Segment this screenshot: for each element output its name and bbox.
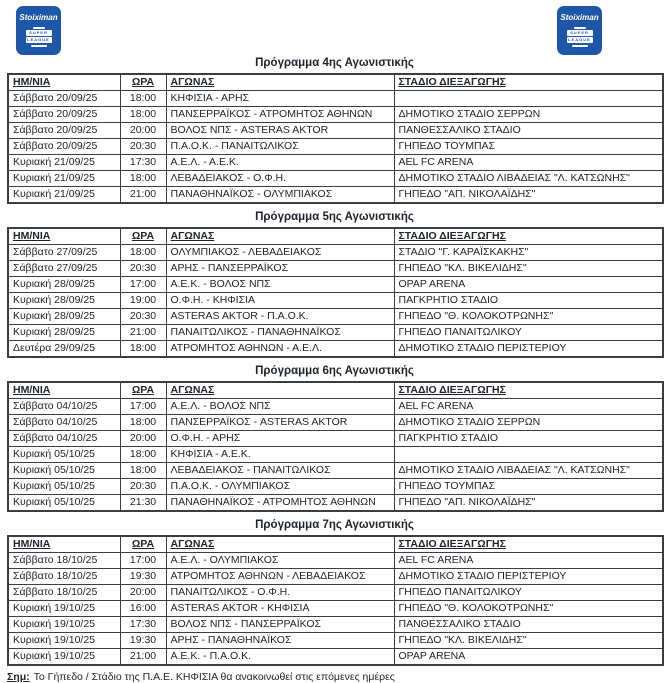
cell-time: 21:00 xyxy=(120,649,166,666)
cell-date: Κυριακή 21/09/25 xyxy=(8,187,120,204)
matchday-title: Πρόγραμμα 7ης Αγωνιστικής xyxy=(255,519,414,531)
cell-match: Α.Ε.Λ. - ΒΟΛΟΣ ΝΠΣ xyxy=(166,399,394,415)
fixtures-table xyxy=(7,73,664,204)
emblem-super-bar: SUPER xyxy=(567,30,593,36)
fixture-row xyxy=(8,585,663,601)
cell-match: ΠΑΝΣΕΡΡΑΪΚΟΣ - ASTERAS AKTOR xyxy=(166,415,394,431)
cell-venue: ΓΗΠΕΔΟ ΠΑΝΑΙΤΩΛΙΚΟΥ xyxy=(394,585,663,601)
cell-match: Α.Ε.Κ. - ΒΟΛΟΣ ΝΠΣ xyxy=(166,277,394,293)
fixture-row xyxy=(8,91,663,107)
cell-venue: ΠΑΝΘΕΣΣΑΛΙΚΟ ΣΤΑΔΙΟ xyxy=(394,123,663,139)
cell-match: Α.Ε.Λ. - ΟΛΥΜΠΙΑΚΟΣ xyxy=(166,553,394,569)
cell-venue: ΠΑΝΘΕΣΣΑΛΙΚΟ ΣΤΑΔΙΟ xyxy=(394,617,663,633)
emblem-base xyxy=(572,45,588,47)
fixture-row xyxy=(8,649,663,666)
column-header-date: ΗΜ/ΝΙΑ xyxy=(8,382,120,399)
cell-venue: ΔΗΜΟΤΙΚΟ ΣΤΑΔΙΟ ΠΕΡΙΣΤΕΡΙΟΥ xyxy=(394,569,663,585)
fixture-row xyxy=(8,293,663,309)
column-header-match: ΑΓΩΝΑΣ xyxy=(166,74,394,91)
column-header-time: ΩΡΑ xyxy=(120,74,166,91)
cell-venue: ΓΗΠΕΔΟ "Θ. ΚΟΛΟΚΟΤΡΩΝΗΣ" xyxy=(394,309,663,325)
cell-match: ΚΗΦΙΣΙΑ - ΑΡΗΣ xyxy=(166,91,394,107)
matchday-title: Πρόγραμμα 4ης Αγωνιστικής xyxy=(255,57,414,69)
cell-date: Κυριακή 05/10/25 xyxy=(8,495,120,512)
cell-date: Σάββατο 20/09/25 xyxy=(8,123,120,139)
cell-match: ΑΡΗΣ - ΠΑΝΑΘΗΝΑΪΚΟΣ xyxy=(166,633,394,649)
cell-time: 17:00 xyxy=(120,553,166,569)
cell-venue: ΔΗΜΟΤΙΚΟ ΣΤΑΔΙΟ ΣΕΡΡΩΝ xyxy=(394,415,663,431)
cell-venue: ΔΗΜΟΤΙΚΟ ΣΤΑΔΙΟ ΣΕΡΡΩΝ xyxy=(394,107,663,123)
fixture-row xyxy=(8,447,663,463)
footnote-label: Σημ: xyxy=(7,671,30,683)
fixture-row xyxy=(8,171,663,187)
cell-match: ΛΕΒΑΔΕΙΑΚΟΣ - ΠΑΝΑΙΤΩΛΙΚΟΣ xyxy=(166,463,394,479)
cell-match: ΑΡΗΣ - ΠΑΝΣΕΡΡΑΪΚΟΣ xyxy=(166,261,394,277)
cell-match: Ο.Φ.Η. - ΚΗΦΙΣΙΑ xyxy=(166,293,394,309)
cell-venue: ΠΑΓΚΡΗΤΙΟ ΣΤΑΔΙΟ xyxy=(394,293,663,309)
fixture-row xyxy=(8,601,663,617)
cell-time: 17:30 xyxy=(120,617,166,633)
cell-time: 18:00 xyxy=(120,341,166,358)
cell-venue: AEL FC ARENA xyxy=(394,553,663,569)
fixtures-table xyxy=(7,227,664,358)
matchday-section xyxy=(0,365,669,512)
cell-match: ASTERAS AKTOR - Π.Α.Ο.Κ. xyxy=(166,309,394,325)
fixture-row xyxy=(8,107,663,123)
header-row xyxy=(8,382,663,399)
fixture-row xyxy=(8,633,663,649)
header-row xyxy=(8,228,663,245)
cell-date: Κυριακή 21/09/25 xyxy=(8,171,120,187)
cell-match: ΛΕΒΑΔΕΙΑΚΟΣ - Ο.Φ.Η. xyxy=(166,171,394,187)
column-header-time: ΩΡΑ xyxy=(120,536,166,553)
cell-venue: OPAP ARENA xyxy=(394,649,663,666)
fixture-row xyxy=(8,245,663,261)
cell-venue: ΓΗΠΕΔΟ ΠΑΝΑΙΤΩΛΙΚΟΥ xyxy=(394,325,663,341)
cell-venue: ΣΤΑΔΙΟ "Γ. ΚΑΡΑΪΣΚΑΚΗΣ" xyxy=(394,245,663,261)
matchday-section xyxy=(0,211,669,358)
cell-match: Π.Α.Ο.Κ. - ΠΑΝΑΙΤΩΛΙΚΟΣ xyxy=(166,139,394,155)
cell-time: 20:30 xyxy=(120,139,166,155)
cell-date: Σάββατο 18/10/25 xyxy=(8,585,120,601)
cell-venue: AEL FC ARENA xyxy=(394,399,663,415)
fixture-row xyxy=(8,479,663,495)
cell-match: ΒΟΛΟΣ ΝΠΣ - ΠΑΝΣΕΡΡΑΪΚΟΣ xyxy=(166,617,394,633)
column-header-match: ΑΓΩΝΑΣ xyxy=(166,536,394,553)
cell-time: 20:30 xyxy=(120,261,166,277)
fixture-row xyxy=(8,187,663,204)
column-header-time: ΩΡΑ xyxy=(120,382,166,399)
stoiximan-wordmark: Stoiximan xyxy=(560,13,599,22)
cell-time: 19:00 xyxy=(120,293,166,309)
header-row xyxy=(8,536,663,553)
column-header-venue: ΣΤΑΔΙΟ ΔΙΕΞΑΓΩΓΗΣ xyxy=(394,382,663,399)
cell-time: 18:00 xyxy=(120,107,166,123)
cell-date: Σάββατο 18/10/25 xyxy=(8,569,120,585)
cell-venue: OPAP ARENA xyxy=(394,277,663,293)
fixture-row xyxy=(8,123,663,139)
cell-match: ΚΗΦΙΣΙΑ - Α.Ε.Κ. xyxy=(166,447,394,463)
emblem-super-bar: SUPER xyxy=(26,30,52,36)
fixtures-table xyxy=(7,381,664,512)
super-league-emblem xyxy=(26,27,52,47)
cell-time: 20:30 xyxy=(120,479,166,495)
cell-date: Σάββατο 04/10/25 xyxy=(8,415,120,431)
cell-time: 21:30 xyxy=(120,495,166,512)
fixture-row xyxy=(8,495,663,512)
cell-time: 20:00 xyxy=(120,585,166,601)
matchday-section xyxy=(0,519,669,666)
cell-time: 18:00 xyxy=(120,415,166,431)
cell-match: ΠΑΝΑΘΗΝΑΪΚΟΣ - ΑΤΡΟΜΗΤΟΣ ΑΘΗΝΩΝ xyxy=(166,495,394,512)
cell-venue: ΔΗΜΟΤΙΚΟ ΣΤΑΔΙΟ ΠΕΡΙΣΤΕΡΙΟΥ xyxy=(394,341,663,358)
cell-venue xyxy=(394,91,663,107)
cell-venue: ΔΗΜΟΤΙΚΟ ΣΤΑΔΙΟ ΛΙΒΑΔΕΙΑΣ "Λ. ΚΑΤΣΩΝΗΣ" xyxy=(394,171,663,187)
cell-date: Σάββατο 20/09/25 xyxy=(8,91,120,107)
emblem-cap xyxy=(574,27,586,29)
column-header-date: ΗΜ/ΝΙΑ xyxy=(8,536,120,553)
cell-date: Κυριακή 19/10/25 xyxy=(8,601,120,617)
cell-time: 19:30 xyxy=(120,633,166,649)
cell-match: ΠΑΝΣΕΡΡΑΪΚΟΣ - ΑΤΡΟΜΗΤΟΣ ΑΘΗΝΩΝ xyxy=(166,107,394,123)
cell-venue: ΓΗΠΕΔΟ "ΑΠ. ΝΙΚΟΛΑΪΔΗΣ" xyxy=(394,187,663,204)
matchday-title: Πρόγραμμα 6ης Αγωνιστικής xyxy=(255,365,414,377)
emblem-base xyxy=(31,45,47,47)
cell-date: Κυριακή 28/09/25 xyxy=(8,277,120,293)
column-header-match: ΑΓΩΝΑΣ xyxy=(166,382,394,399)
stoiximan-wordmark: Stoiximan xyxy=(19,13,58,22)
fixture-row xyxy=(8,415,663,431)
cell-date: Κυριακή 05/10/25 xyxy=(8,463,120,479)
fixture-row xyxy=(8,569,663,585)
cell-time: 21:00 xyxy=(120,187,166,204)
cell-venue: ΓΗΠΕΔΟ "ΚΛ. ΒΙΚΕΛΙΔΗΣ" xyxy=(394,261,663,277)
column-header-date: ΗΜ/ΝΙΑ xyxy=(8,74,120,91)
matchday-title: Πρόγραμμα 5ης Αγωνιστικής xyxy=(255,211,414,223)
cell-date: Σάββατο 20/09/25 xyxy=(8,139,120,155)
column-header-venue: ΣΤΑΔΙΟ ΔΙΕΞΑΓΩΓΗΣ xyxy=(394,536,663,553)
cell-date: Κυριακή 19/10/25 xyxy=(8,633,120,649)
cell-match: Π.Α.Ο.Κ. - ΟΛΥΜΠΙΑΚΟΣ xyxy=(166,479,394,495)
cell-date: Κυριακή 28/09/25 xyxy=(8,325,120,341)
fixture-row xyxy=(8,431,663,447)
cell-venue: ΓΗΠΕΔΟ ΤΟΥΜΠΑΣ xyxy=(394,139,663,155)
cell-time: 20:00 xyxy=(120,431,166,447)
cell-time: 16:00 xyxy=(120,601,166,617)
super-league-emblem xyxy=(567,27,593,47)
fixture-row xyxy=(8,277,663,293)
cell-venue: ΔΗΜΟΤΙΚΟ ΣΤΑΔΙΟ ΛΙΒΑΔΕΙΑΣ "Λ. ΚΑΤΣΩΝΗΣ" xyxy=(394,463,663,479)
emblem-cap xyxy=(33,27,45,29)
cell-date: Κυριακή 05/10/25 xyxy=(8,447,120,463)
fixture-row xyxy=(8,325,663,341)
cell-date: Κυριακή 28/09/25 xyxy=(8,293,120,309)
cell-match: ΠΑΝΑΙΤΩΛΙΚΟΣ - ΠΑΝΑΘΗΝΑΪΚΟΣ xyxy=(166,325,394,341)
fixture-row xyxy=(8,341,663,358)
cell-venue: AEL FC ARENA xyxy=(394,155,663,171)
cell-match: ΑΤΡΟΜΗΤΟΣ ΑΘΗΝΩΝ - ΛΕΒΑΔΕΙΑΚΟΣ xyxy=(166,569,394,585)
matchday-section xyxy=(0,57,669,204)
column-header-venue: ΣΤΑΔΙΟ ΔΙΕΞΑΓΩΓΗΣ xyxy=(394,74,663,91)
cell-time: 18:00 xyxy=(120,245,166,261)
cell-match: ΠΑΝΑΙΤΩΛΙΚΟΣ - Ο.Φ.Η. xyxy=(166,585,394,601)
cell-time: 17:00 xyxy=(120,277,166,293)
cell-date: Κυριακή 19/10/25 xyxy=(8,617,120,633)
fixture-row xyxy=(8,463,663,479)
cell-time: 19:30 xyxy=(120,569,166,585)
column-header-time: ΩΡΑ xyxy=(120,228,166,245)
cell-match: Α.Ε.Λ. - Α.Ε.Κ. xyxy=(166,155,394,171)
cell-time: 18:00 xyxy=(120,463,166,479)
cell-match: ΠΑΝΑΘΗΝΑΪΚΟΣ - ΟΛΥΜΠΙΑΚΟΣ xyxy=(166,187,394,204)
cell-time: 18:00 xyxy=(120,91,166,107)
cell-time: 21:00 xyxy=(120,325,166,341)
cell-match: Ο.Φ.Η. - ΑΡΗΣ xyxy=(166,431,394,447)
cell-venue: ΓΗΠΕΔΟ "ΚΛ. ΒΙΚΕΛΙΔΗΣ" xyxy=(394,633,663,649)
cell-venue: ΓΗΠΕΔΟ "Θ. ΚΟΛΟΚΟΤΡΩΝΗΣ" xyxy=(394,601,663,617)
cell-time: 17:30 xyxy=(120,155,166,171)
cell-date: Σάββατο 04/10/25 xyxy=(8,399,120,415)
stoiximan-logo-right xyxy=(557,6,602,55)
stoiximan-logo-left xyxy=(16,6,61,55)
cell-venue xyxy=(394,447,663,463)
cell-date: Κυριακή 05/10/25 xyxy=(8,479,120,495)
cell-date: Σάββατο 27/09/25 xyxy=(8,245,120,261)
cell-date: Σάββατο 04/10/25 xyxy=(8,431,120,447)
cell-venue: ΓΗΠΕΔΟ ΤΟΥΜΠΑΣ xyxy=(394,479,663,495)
cell-date: Κυριακή 28/09/25 xyxy=(8,309,120,325)
cell-time: 20:30 xyxy=(120,309,166,325)
cell-time: 18:00 xyxy=(120,171,166,187)
cell-venue: ΓΗΠΕΔΟ "ΑΠ. ΝΙΚΟΛΑΪΔΗΣ" xyxy=(394,495,663,512)
cell-venue: ΠΑΓΚΡΗΤΙΟ ΣΤΑΔΙΟ xyxy=(394,431,663,447)
fixture-row xyxy=(8,309,663,325)
cell-time: 18:00 xyxy=(120,447,166,463)
cell-date: Σάββατο 18/10/25 xyxy=(8,553,120,569)
cell-match: ΟΛΥΜΠΙΑΚΟΣ - ΛΕΒΑΔΕΙΑΚΟΣ xyxy=(166,245,394,261)
fixtures-table xyxy=(7,535,664,666)
cell-time: 17:00 xyxy=(120,399,166,415)
column-header-venue: ΣΤΑΔΙΟ ΔΙΕΞΑΓΩΓΗΣ xyxy=(394,228,663,245)
cell-date: Δευτέρα 29/09/25 xyxy=(8,341,120,358)
column-header-match: ΑΓΩΝΑΣ xyxy=(166,228,394,245)
fixture-row xyxy=(8,261,663,277)
emblem-league-bar: LEAGUE xyxy=(27,37,50,42)
column-header-date: ΗΜ/ΝΙΑ xyxy=(8,228,120,245)
cell-match: ASTERAS AKTOR - ΚΗΦΙΣΙΑ xyxy=(166,601,394,617)
footnote-text: Το Γήπεδο / Στάδιο της Π.Α.Ε. ΚΗΦΙΣΙΑ θα ανακοινωθεί στις επόμενες ημέρες xyxy=(33,671,395,683)
fixture-row xyxy=(8,155,663,171)
fixture-row xyxy=(8,617,663,633)
header-row xyxy=(8,74,663,91)
cell-match: ΑΤΡΟΜΗΤΟΣ ΑΘΗΝΩΝ - Α.Ε.Λ. xyxy=(166,341,394,358)
footnote xyxy=(7,671,669,683)
cell-time: 20:00 xyxy=(120,123,166,139)
cell-date: Κυριακή 19/10/25 xyxy=(8,649,120,666)
cell-date: Σάββατο 27/09/25 xyxy=(8,261,120,277)
cell-match: ΒΟΛΟΣ ΝΠΣ - ASTERAS AKTOR xyxy=(166,123,394,139)
cell-date: Σάββατο 20/09/25 xyxy=(8,107,120,123)
fixture-row xyxy=(8,553,663,569)
emblem-league-bar: LEAGUE xyxy=(568,37,591,42)
cell-date: Κυριακή 21/09/25 xyxy=(8,155,120,171)
fixture-row xyxy=(8,399,663,415)
fixture-row xyxy=(8,139,663,155)
cell-match: Α.Ε.Κ. - Π.Α.Ο.Κ. xyxy=(166,649,394,666)
